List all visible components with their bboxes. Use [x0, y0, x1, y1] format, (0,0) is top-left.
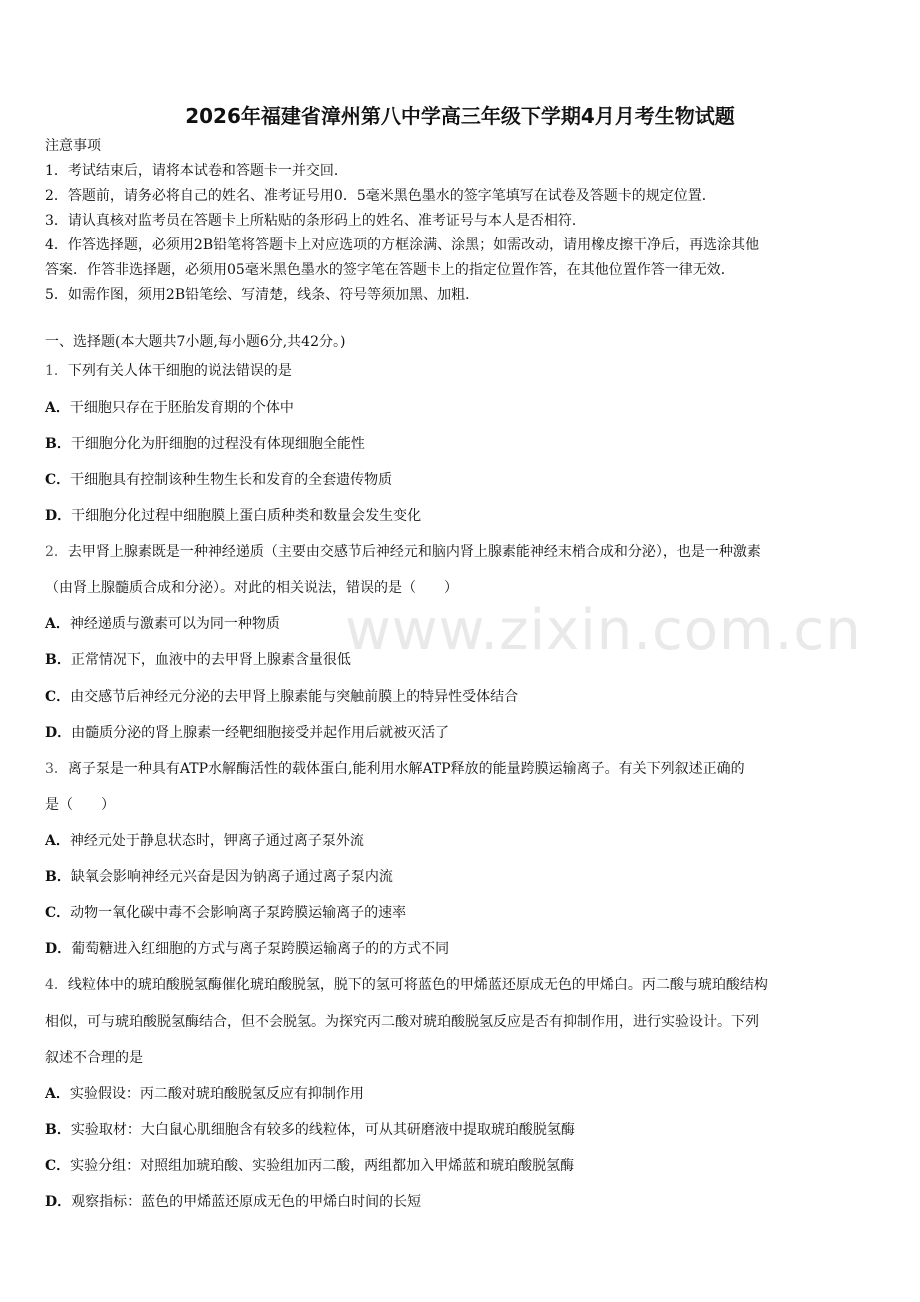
option-item	[45, 435, 365, 453]
option-text: 缺氧会影响神经元兴奋是因为钠离子通过离子泵内流	[70, 869, 393, 885]
notice-line: 3．请认真核对监考员在答题卡上所粘贴的条形码上的姓名、准考证号与本人是否相符．	[45, 213, 586, 229]
option-letter: C．	[45, 1158, 71, 1174]
question-text: 离子泵是一种具有ATP水解酶活性的载体蛋白,能利用水解ATP释放的能量跨膜运输离子。有关下列叙述正确的	[67, 761, 745, 777]
option-letter: D．	[45, 1194, 72, 1210]
option-text: 动物一氧化碳中毒不会影响离子泵跨膜运输离子的速率	[70, 905, 407, 921]
question-number: 1．	[45, 363, 68, 379]
exam-title: 2026年福建省漳州第八中学高三年级下学期4月月考生物试题	[185, 104, 735, 128]
option-item	[45, 868, 393, 886]
notice-line: 5．如需作图，须用2B铅笔绘、写清楚，线条、符号等须加黑、加粗．	[45, 287, 480, 303]
option-letter: D．	[45, 941, 72, 957]
question-text: 线粒体中的琥珀酸脱氢酶催化琥珀酸脱氢，脱下的氢可将蓝色的甲烯蓝还原成无色的甲烯白。丙二酸与琥珀酸结构	[67, 977, 768, 993]
notice-line: 2．答题前，请务必将自己的姓名、准考证号用0．5毫米黑色墨水的签字笔填写在试卷及答题卡的规定位置．	[45, 188, 716, 204]
option-text: 由髓质分泌的肾上腺素一经靶细胞接受并起作用后就被灭活了	[71, 725, 450, 741]
option-text: 神经元处于静息状态时，钾离子通过离子泵外流	[69, 833, 364, 849]
option-text: 葡萄糖进入红细胞的方式与离子泵跨膜运输离子的的方式不同	[71, 941, 450, 957]
question-stem	[45, 760, 745, 778]
question-text-continued: （由肾上腺髓质合成和分泌）。对此的相关说法，错误的是（ ）	[45, 580, 458, 596]
option-item	[45, 399, 294, 417]
option-item	[45, 1157, 574, 1175]
option-item	[45, 1121, 575, 1139]
question-number: 2．	[45, 544, 68, 560]
option-letter: C．	[45, 905, 71, 921]
option-item	[45, 832, 364, 850]
option-item	[45, 615, 280, 633]
option-item	[45, 688, 518, 706]
notice-line: 答案．作答非选择题，必须用05毫米黑色墨水的签字笔在答题卡上的指定位置作答，在其他位置作答一律无效．	[45, 262, 735, 278]
option-text: 神经递质与激素可以为同一种物质	[69, 616, 280, 632]
option-letter: A．	[45, 400, 70, 416]
option-item	[45, 940, 449, 958]
option-item	[45, 507, 421, 525]
option-letter: A．	[45, 1086, 70, 1102]
question-number: 4．	[45, 977, 68, 993]
section-heading: 一、选择题(本大题共7小题,每小题6分,共42分。)	[45, 334, 346, 350]
option-text: 观察指标：蓝色的甲烯蓝还原成无色的甲烯白时间的长短	[71, 1194, 422, 1210]
option-text: 实验取材：大白鼠心肌细胞含有较多的线粒体，可从其研磨液中提取琥珀酸脱氢酶	[70, 1122, 575, 1138]
option-text: 干细胞具有控制该种生物生长和发育的全套遗传物质	[70, 472, 393, 488]
question-stem	[45, 543, 761, 561]
option-item	[45, 1085, 364, 1103]
option-letter: D．	[45, 725, 72, 741]
question-text-continued: 相似，可与琥珀酸脱氢酶结合，但不会脱氢。为探究丙二酸对琥珀酸脱氢反应是否有抑制作用，进行实验设计。下列	[45, 1014, 759, 1030]
option-item	[45, 651, 351, 669]
watermark: www.zixin.com.cn	[345, 598, 862, 663]
option-letter: A．	[45, 833, 70, 849]
option-text: 由交感节后神经元分泌的去甲肾上腺素能与突触前膜上的特异性受体结合	[70, 689, 519, 705]
option-letter: B．	[45, 652, 71, 668]
question-stem	[45, 976, 768, 994]
option-letter: C．	[45, 472, 71, 488]
notice-heading: 注意事项	[45, 138, 101, 154]
question-text: 下列有关人体干细胞的说法错误的是	[67, 363, 292, 379]
question-text: 去甲肾上腺素既是一种神经递质（主要由交感节后神经元和脑内肾上腺素能神经末梢合成和分泌），也是一种激素	[67, 544, 761, 560]
question-text-continued: 是（ ）	[45, 797, 115, 813]
option-letter: D．	[45, 508, 72, 524]
option-letter: B．	[45, 1122, 71, 1138]
option-text: 实验假设：丙二酸对琥珀酸脱氢反应有抑制作用	[69, 1086, 364, 1102]
notice-line: 1．考试结束后，请将本试卷和答题卡一并交回．	[45, 163, 348, 179]
question-number: 3．	[45, 761, 68, 777]
option-letter: B．	[45, 436, 71, 452]
option-text: 干细胞只存在于胚胎发育期的个体中	[69, 400, 294, 416]
question-stem	[45, 362, 292, 380]
option-text: 干细胞分化过程中细胞膜上蛋白质种类和数量会发生变化	[71, 508, 422, 524]
option-letter: C．	[45, 689, 71, 705]
question-text-continued: 叙述不合理的是	[45, 1050, 143, 1066]
notice-line: 4．作答选择题，必须用2B铅笔将答题卡上对应选项的方框涂满、涂黑；如需改动，请用橡皮擦干净后，再选涂其他	[45, 237, 760, 253]
option-text: 实验分组：对照组加琥珀酸、实验组加丙二酸，两组都加入甲烯蓝和琥珀酸脱氢酶	[70, 1158, 575, 1174]
option-letter: B．	[45, 869, 71, 885]
option-letter: A．	[45, 616, 70, 632]
option-item	[45, 904, 406, 922]
option-item	[45, 724, 449, 742]
option-item	[45, 1193, 421, 1211]
option-text: 干细胞分化为肝细胞的过程没有体现细胞全能性	[70, 436, 365, 452]
option-item	[45, 471, 392, 489]
option-text: 正常情况下，血液中的去甲肾上腺素含量很低	[70, 652, 351, 668]
